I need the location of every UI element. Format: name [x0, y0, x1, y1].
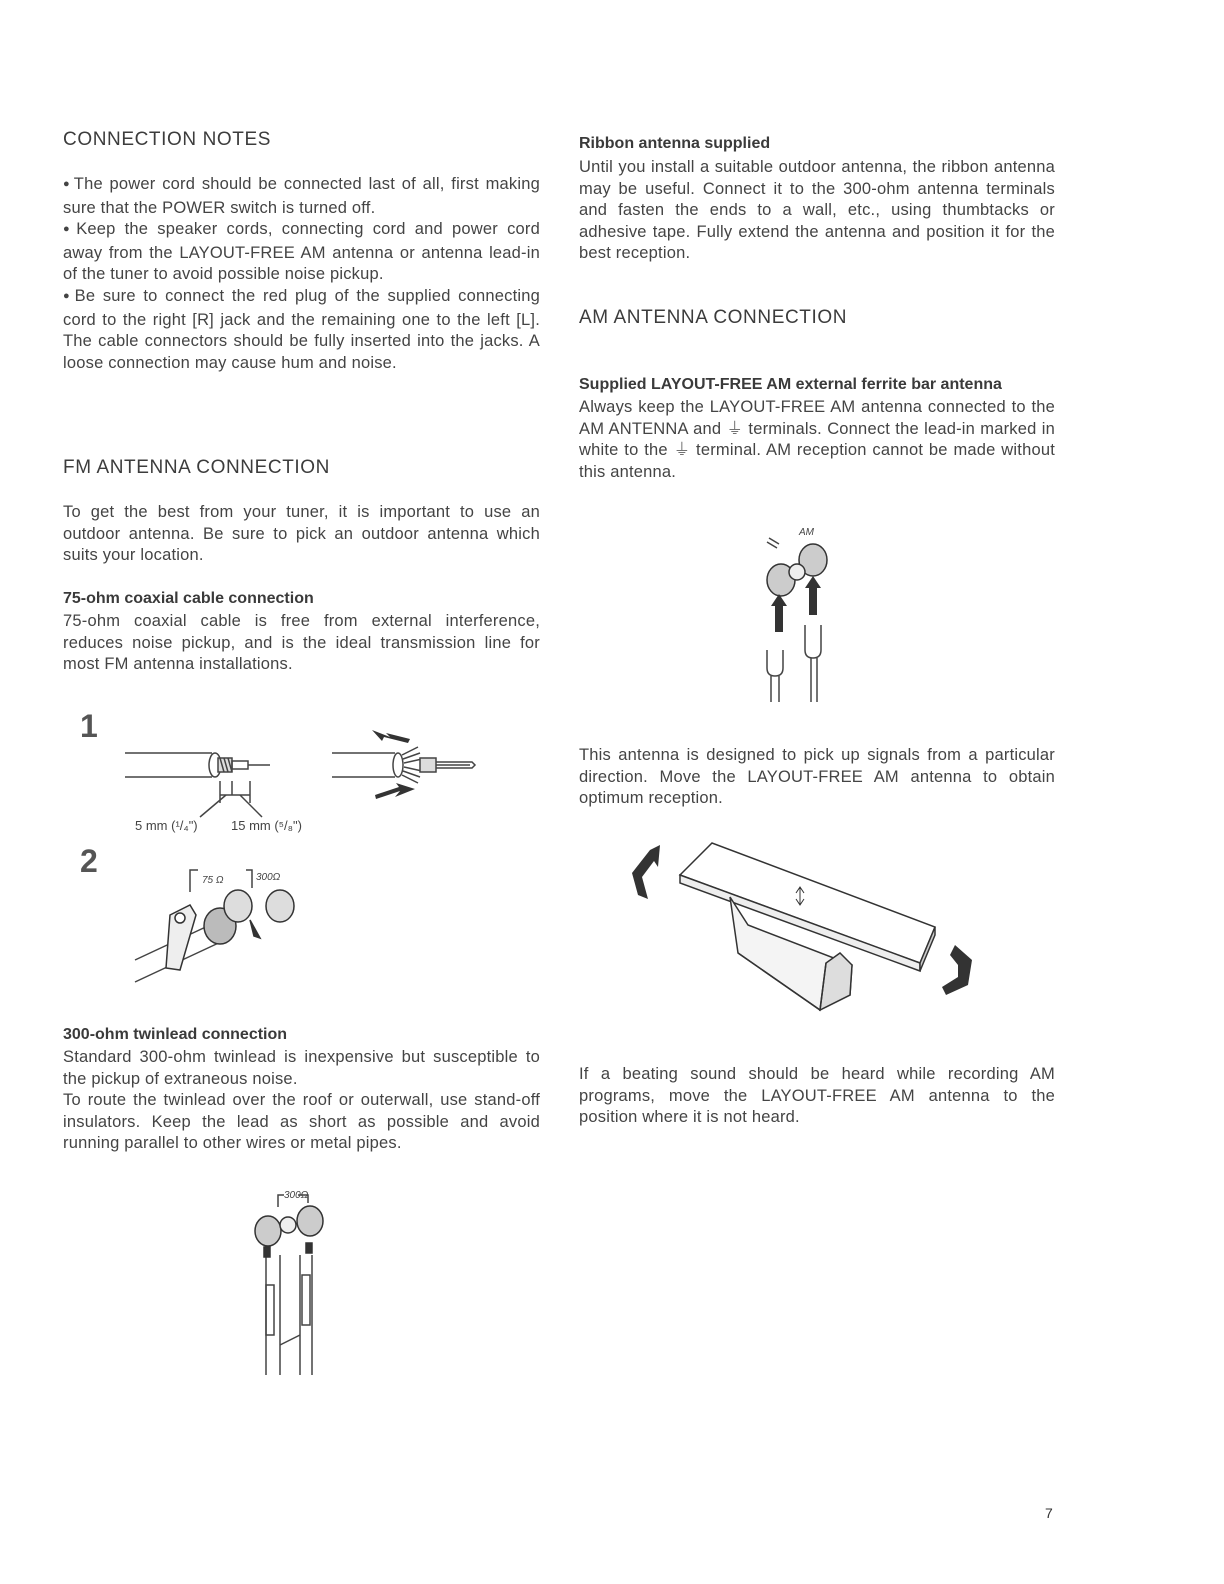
ferrite-antenna-diagram: [620, 835, 990, 1035]
page-number: 7: [1045, 1505, 1053, 1521]
step-1-number: 1: [80, 708, 98, 744]
coax-terminal-diagram: [130, 860, 330, 990]
twinlead-terminal-diagram: [240, 1185, 350, 1385]
label-am: AM: [799, 527, 814, 538]
ribbon-title: Ribbon antenna supplied: [579, 135, 771, 152]
am-subtitle: Supplied LAYOUT-FREE AM external ferrite bar antenna: [579, 376, 1002, 393]
note-power-cord: ● The power cord should be connected last of all, first making sure that the POWER switch is turned off.: [63, 174, 540, 219]
fm-antenna-heading: FM ANTENNA CONNECTION: [63, 457, 331, 478]
rotate-arrow-left: [632, 845, 660, 899]
fm-intro-text: To get the best from your tuner, it is important to use an outdoor antenna. Be sure to pick an outdoor antenna which suits your location.: [63, 503, 540, 565]
note-speaker-cords: ● Keep the speaker cords, connecting cord and power cord away from the LAYOUT-FREE AM antenna or antenna lead-in of the tuner to avoid possible noise pickup.: [63, 219, 540, 286]
coax-title: 75-ohm coaxial cable connection: [63, 590, 314, 607]
step-2-number: 2: [80, 843, 98, 879]
label-75-ohm: 75 Ω: [202, 875, 224, 886]
coax-strip-diagram: [120, 725, 480, 825]
twinlead-title: 300-ohm twinlead connection: [63, 1026, 288, 1043]
am-subtitle-text: Always keep the LAYOUT-FREE AM antenna connected to the AM ANTENNA and ⏚ terminals. Connect the lead-in marked in white to the ⏚ terminal. AM reception cannot be made without this antenna.: [579, 398, 1055, 481]
connection-notes-heading: CONNECTION NOTES: [63, 129, 272, 150]
twinlead-text-2: To route the twinlead over the roof or outerwall, use stand-off insulators. Keep the lead as short as possible and avoid running parallel to other wires or metal pipes.: [63, 1091, 540, 1153]
am-direction-text: This antenna is designed to pick up signals from a particular direction. Move the LAYOUT-FREE AM antenna to obtain optimum reception.: [579, 746, 1055, 808]
rotate-arrow-right: [942, 945, 972, 995]
note-red-plug: ● Be sure to connect the red plug of the supplied connecting cord to the right [R] jack and the remaining one to the left [L]. The cable connectors should be fully inserted into the jacks. A loose connection may cause hum and noise.: [63, 286, 540, 374]
label-300-ohm-step2: 300Ω: [256, 872, 281, 883]
am-beating-text: If a beating sound should be heard while recording AM programs, move the LAYOUT-FREE AM antenna to the position where it is not heard.: [579, 1065, 1055, 1127]
connection-notes-list: [63, 174, 540, 374]
dim-15mm-label: 15 mm (⁵/₈"): [231, 818, 303, 833]
twinlead-text-1: Standard 300-ohm twinlead is inexpensive but susceptible to the pickup of extraneous noise.: [63, 1048, 540, 1088]
label-300-ohm-twinlead: 300Ω: [284, 1190, 309, 1201]
twinlead-text-block: [63, 1047, 540, 1155]
am-antenna-heading: AM ANTENNA CONNECTION: [579, 307, 848, 328]
rotate-arrow-top: [372, 730, 410, 743]
dim-5mm-label: 5 mm (¹/₄"): [135, 818, 198, 833]
rotate-arrow-bottom: [375, 783, 415, 799]
am-terminal-diagram: [755, 520, 855, 705]
ribbon-text: Until you install a suitable outdoor antenna, the ribbon antenna may be useful. Connect it to the 300-ohm antenna terminals and fasten the ends to a wall, etc., using thumbtacks or adhesive tape. Fully extend the antenna and position it for the best reception.: [579, 158, 1055, 263]
coax-text: 75-ohm coaxial cable is free from external interference, reduces noise pickup, and is the ideal transmission line for most FM antenna installations.: [63, 612, 540, 674]
